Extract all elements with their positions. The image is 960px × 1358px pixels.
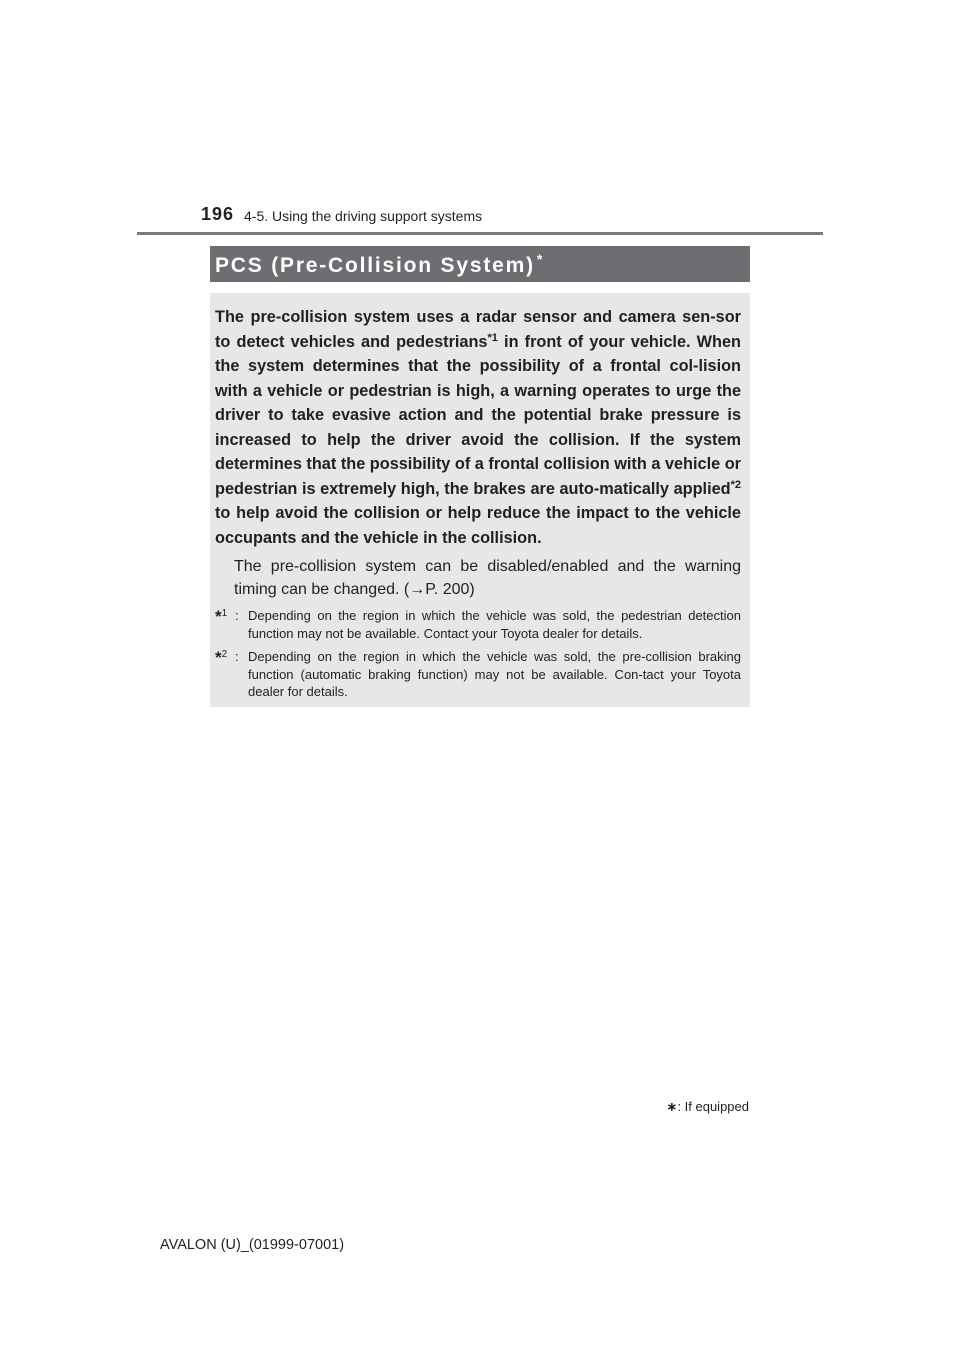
footnote-2 — [215, 648, 741, 701]
section-breadcrumb: 4-5. Using the driving support systems — [244, 208, 483, 224]
footnote-mark-2 — [215, 646, 227, 667]
intro-text-1: The pre-collision system uses a radar sensor and camera sen-sor to detect vehicles and pedestrians — [215, 308, 741, 351]
settings-note — [234, 556, 741, 601]
intro-text-2: in front of your vehicle. When the system determines that the possibility of a frontal col-lision with a vehicle or pedestrian is high, a warning operates to urge the driver to take evasive action and the potential brake pressure is increased to help the driver avoid the collision. If the system determines that the possibility of a frontal collision with a vehicle or pedestrian is extremely high, the brakes are auto-matically applied — [215, 332, 741, 498]
page-number: 196 — [201, 204, 235, 224]
arrow-right-icon: → — [409, 580, 426, 598]
page-ref-text: P. 200 — [425, 580, 470, 598]
intro-box — [210, 293, 750, 707]
footnote-ref-2: *2 — [730, 478, 741, 491]
footnote-number: 1 — [221, 608, 228, 619]
footnote-mark-1 — [215, 605, 227, 626]
equipped-note — [667, 1099, 749, 1115]
footnote-colon: : — [235, 649, 239, 664]
intro-paragraph — [215, 305, 741, 550]
title-banner — [210, 246, 750, 282]
settings-note-end: ) — [469, 580, 475, 598]
asterisk-icon: * — [215, 648, 222, 667]
page-ref-link[interactable] — [409, 581, 469, 598]
equipped-note-text: : If equipped — [677, 1099, 749, 1114]
footnote-1 — [215, 607, 741, 642]
footnote-text: Depending on the region in which the vehicle was sold, the pre-collision braking function (automatic braking function) may not be available. Con-tact your Toyota dealer for details. — [248, 649, 741, 699]
settings-note-text: The pre-collision system can be disabled/enabled and the warning timing can be changed. ( — [234, 558, 741, 598]
footer-code: AVALON (U)_(01999-07001) — [160, 1237, 345, 1253]
equipped-star-icon: ∗ — [666, 1099, 678, 1114]
footnote-number: 2 — [221, 649, 228, 660]
intro-text-3: to help avoid the collision or help reduce the impact to the vehicle occupants and the vehicle in the collision. — [215, 504, 741, 547]
page-title — [215, 251, 544, 278]
footnote-ref-1: *1 — [487, 331, 498, 344]
header-rule — [137, 232, 823, 235]
asterisk-icon: * — [215, 607, 222, 626]
footnote-colon: : — [235, 608, 239, 623]
title-star-icon: * — [536, 250, 545, 267]
title-text: PCS (Pre-Collision System) — [215, 253, 535, 277]
footnote-text: Depending on the region in which the vehicle was sold, the pedestrian detection function may not be available. Contact your Toyota dealer for details. — [248, 608, 741, 641]
